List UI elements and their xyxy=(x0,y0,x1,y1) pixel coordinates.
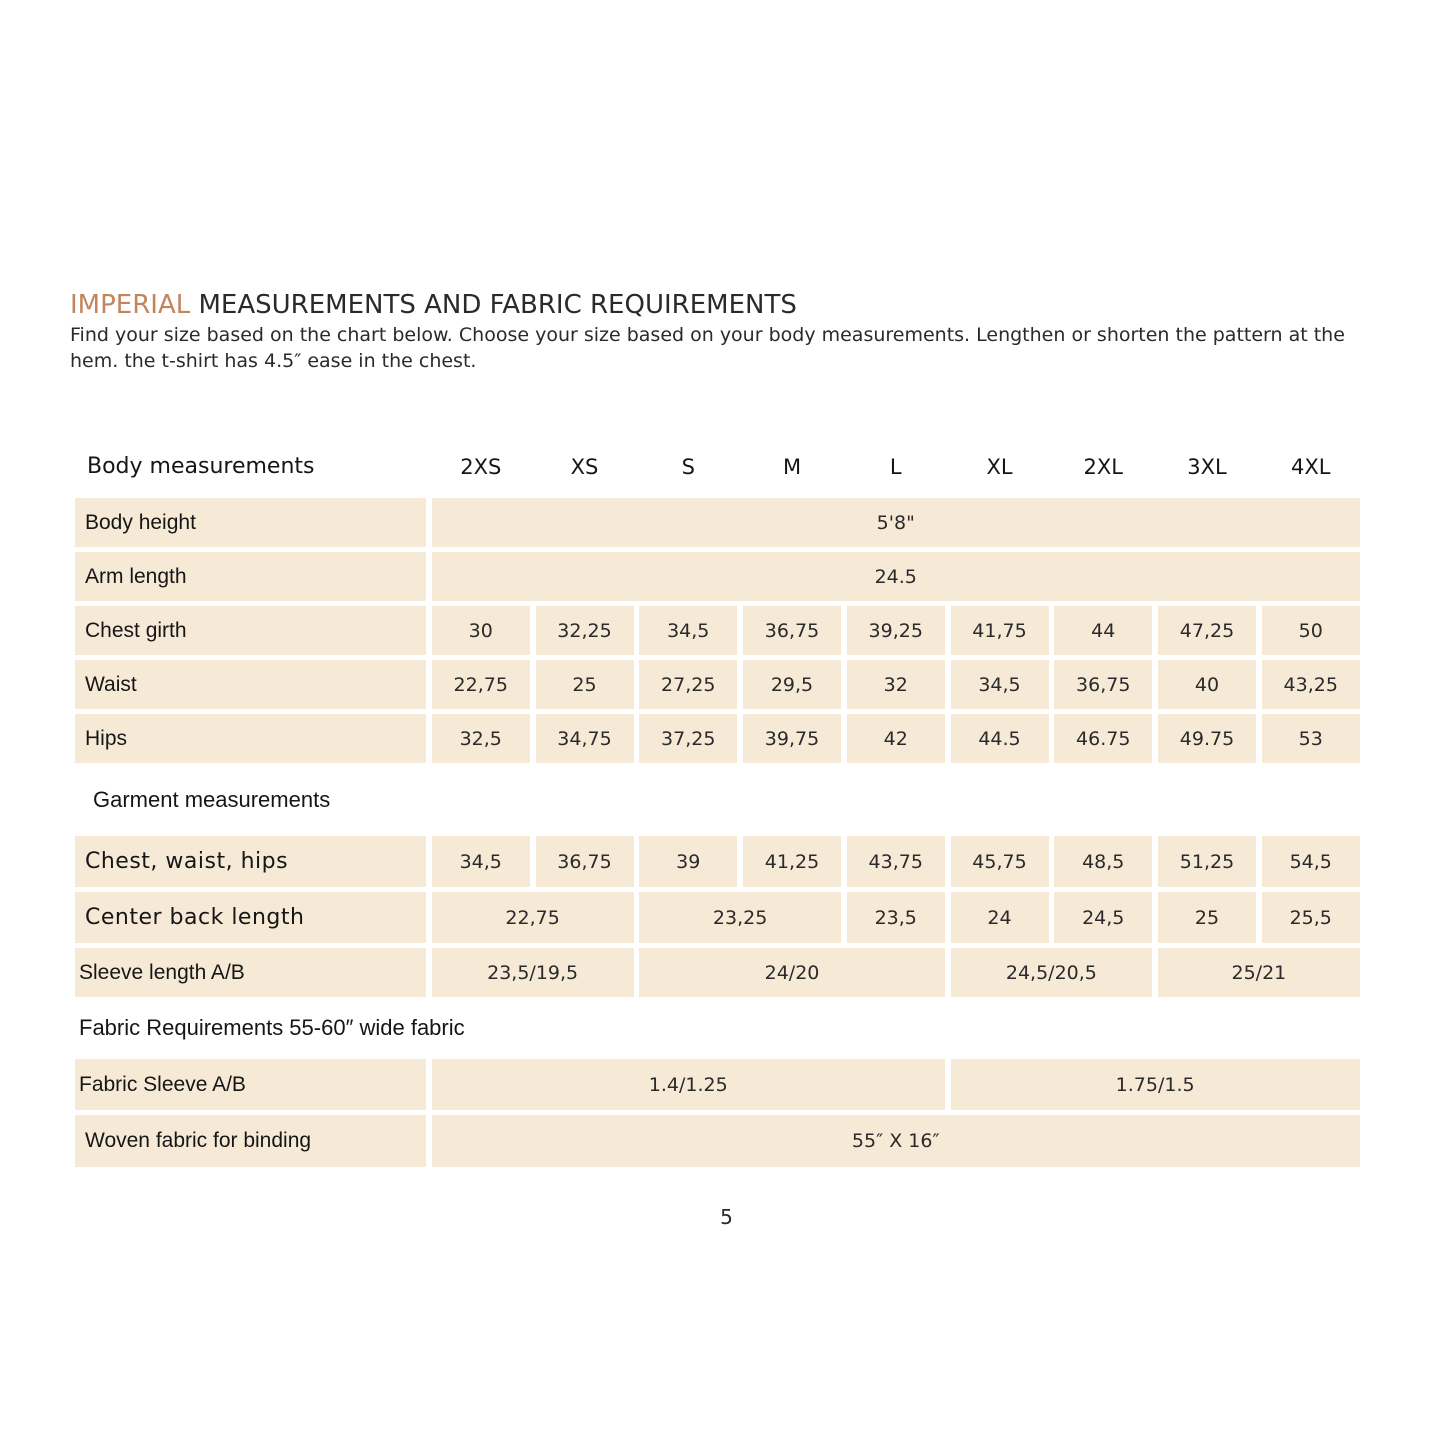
waist-cell: 22,75 xyxy=(432,660,530,709)
size-header-3xl: 3XL xyxy=(1187,454,1227,479)
row-label-chest-girth: Chest girth xyxy=(75,606,426,655)
fabric-requirements-header: Fabric Requirements 55-60″ wide fabric xyxy=(79,1015,465,1040)
center-back-length-cell: 24 xyxy=(951,892,1049,943)
chest-girth-cell: 32,25 xyxy=(536,606,634,655)
hips-cell: 34,75 xyxy=(536,714,634,763)
row-label-center-back-length: Center back length xyxy=(75,892,426,943)
size-header-2xs: 2XS xyxy=(460,454,502,479)
title-rest: MEASUREMENTS AND FABRIC REQUIREMENTS xyxy=(190,290,797,320)
intro-text: Find your size based on the chart below. Choose your size based on your body measurements. Lengthen or shorten the pattern at the hem. the t-shirt has 4.5″ ease in the chest. xyxy=(70,324,1345,372)
waist-cell: 34,5 xyxy=(951,660,1049,709)
row-label-waist: Waist xyxy=(75,660,426,709)
hips-cell: 44.5 xyxy=(951,714,1049,763)
size-header-4xl: 4XL xyxy=(1291,454,1331,479)
garment-measurements-header: Garment measurements xyxy=(93,786,331,812)
body-height-value: 5'8" xyxy=(432,498,1360,547)
waist-cell: 29,5 xyxy=(743,660,841,709)
waist-cell: 43,25 xyxy=(1262,660,1360,709)
size-header-s: S xyxy=(681,454,695,479)
center-back-length-cell: 25,5 xyxy=(1262,892,1360,943)
chest-waist-hips-cell: 54,5 xyxy=(1262,836,1360,887)
size-header-l: L xyxy=(889,454,902,479)
chest-girth-cell: 39,25 xyxy=(847,606,945,655)
chest-girth-cell: 44 xyxy=(1054,606,1152,655)
hips-cell: 39,75 xyxy=(743,714,841,763)
size-header-xl: XL xyxy=(986,454,1013,479)
size-chart xyxy=(75,440,1358,1167)
chest-waist-hips-cell: 39 xyxy=(639,836,737,887)
chest-waist-hips-cell: 48,5 xyxy=(1054,836,1152,887)
page-title xyxy=(70,290,797,320)
size-header-m: M xyxy=(782,454,802,479)
chest-waist-hips-cell: 36,75 xyxy=(536,836,634,887)
page-number: 5 xyxy=(720,1205,733,1229)
hips-cell: 37,25 xyxy=(639,714,737,763)
waist-cell: 25 xyxy=(536,660,634,709)
size-header-xs: XS xyxy=(570,454,599,479)
arm-length-value: 24.5 xyxy=(432,552,1360,601)
body-measurements-header: Body measurements xyxy=(87,454,315,479)
sleeve-length-cell: 25/21 xyxy=(1158,948,1360,997)
row-label-body-height: Body height xyxy=(75,498,426,547)
chest-waist-hips-cell: 51,25 xyxy=(1158,836,1256,887)
chest-waist-hips-cell: 34,5 xyxy=(432,836,530,887)
chest-waist-hips-cell: 45,75 xyxy=(951,836,1049,887)
waist-cell: 40 xyxy=(1158,660,1256,709)
center-back-length-cell: 23,25 xyxy=(639,892,841,943)
center-back-length-cell: 22,75 xyxy=(432,892,634,943)
row-label-sleeve-length: Sleeve length A/B xyxy=(75,948,426,997)
chest-girth-cell: 41,75 xyxy=(951,606,1049,655)
hips-cell: 53 xyxy=(1262,714,1360,763)
fabric-sleeve-cell: 1.75/1.5 xyxy=(951,1059,1360,1110)
hips-cell: 32,5 xyxy=(432,714,530,763)
waist-cell: 27,25 xyxy=(639,660,737,709)
row-label-hips: Hips xyxy=(75,714,426,763)
woven-binding-value: 55″ X 16″ xyxy=(432,1115,1360,1167)
fabric-sleeve-cell: 1.4/1.25 xyxy=(432,1059,945,1110)
row-label-woven-binding: Woven fabric for binding xyxy=(75,1115,426,1167)
size-header-2xl: 2XL xyxy=(1083,454,1123,479)
sleeve-length-cell: 23,5/19,5 xyxy=(432,948,634,997)
chest-waist-hips-cell: 43,75 xyxy=(847,836,945,887)
hips-cell: 42 xyxy=(847,714,945,763)
row-label-fabric-sleeve: Fabric Sleeve A/B xyxy=(75,1059,426,1110)
sleeve-length-cell: 24,5/20,5 xyxy=(951,948,1153,997)
hips-cell: 49.75 xyxy=(1158,714,1256,763)
center-back-length-cell: 24,5 xyxy=(1054,892,1152,943)
chest-girth-cell: 34,5 xyxy=(639,606,737,655)
hips-cell: 46.75 xyxy=(1054,714,1152,763)
chest-girth-cell: 30 xyxy=(432,606,530,655)
chest-girth-cell: 36,75 xyxy=(743,606,841,655)
row-label-arm-length: Arm length xyxy=(75,552,426,601)
center-back-length-cell: 25 xyxy=(1158,892,1256,943)
waist-cell: 36,75 xyxy=(1054,660,1152,709)
chest-girth-cell: 50 xyxy=(1262,606,1360,655)
center-back-length-cell: 23,5 xyxy=(847,892,945,943)
title-accent: IMPERIAL xyxy=(70,290,191,320)
sleeve-length-cell: 24/20 xyxy=(639,948,945,997)
waist-cell: 32 xyxy=(847,660,945,709)
row-label-chest-waist-hips: Chest, waist, hips xyxy=(75,836,426,887)
chest-waist-hips-cell: 41,25 xyxy=(743,836,841,887)
chest-girth-cell: 47,25 xyxy=(1158,606,1256,655)
